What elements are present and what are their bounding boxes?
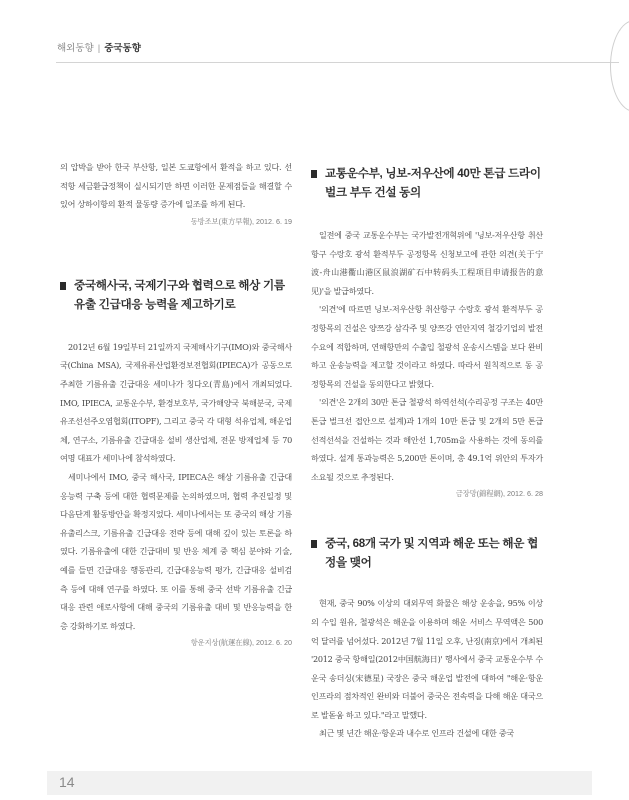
article-heading-ningbo <box>311 164 543 202</box>
section-label <box>57 40 141 54</box>
decorative-curve <box>610 20 629 112</box>
article-paragraph: '의견'에 따르면 닝보-저우산항 취산항구 수랑호 광석 환적부두 공정항목의 건설은 양쯔강 삼각주 및 양쯔강 연안지역 철강기업의 발전수요에 적합하며, 연해항만의 수출입 철광석 운송시스템을 보다 완비하고 운송능력을 제고할 것이라고 하였다. 따라서 원칙적으로 동 공정항목의 건설을 동의한다고 밝혔다. <box>311 304 543 389</box>
heading-bullet-icon <box>60 282 66 290</box>
article-source: 항운지상(航運在線), 2012. 6. 20 <box>190 638 292 648</box>
article-source: 금장망(錦程網), 2012. 6. 28 <box>455 489 543 499</box>
article-title: 중국해사국, 국제기구와 협력으로 해상 기름유출 긴급대응 능력을 제고하기로 <box>74 278 285 311</box>
right-column <box>311 158 543 743</box>
article-title: 중국, 68개 국가 및 지역과 해운 또는 해운 협정을 맺어 <box>325 537 538 570</box>
page-number: 14 <box>59 774 75 790</box>
article-title: 교통운수부, 닝보-저우산에 40만 톤급 드라이벌크 부두 건설 동의 <box>325 167 541 199</box>
footer-bar <box>47 771 592 795</box>
continuation-paragraph: 의 압박을 받아 한국 부산항, 일본 도쿄항에서 환적을 하고 있다. 선적항 세금환급정책이 실시되기만 하면 이러한 문제점들을 해결할 수 있어 상하이항의 환적 물동량 증가에 일조를 하게 된다. <box>60 162 292 210</box>
section-name: 해외동향 <box>57 43 94 54</box>
heading-bullet-icon <box>311 170 317 178</box>
article-heading-oil-spill <box>60 276 292 314</box>
page-header <box>0 0 629 80</box>
article-paragraph: 세미나에서 IMO, 중국 해사국, IPIECA은 해상 기름유출 긴급대응능력 구축 등에 대한 협력문제를 논의하였으며, 협력 추진일정 및 다음단계 활동방안을 확정지었다. 세미나에서는 또 중국의 해상 기름유출리스크, 기름유출 긴급대응 전략 등에 대해 깊이 있는 토론을 하였다. 기름유출에 대한 긴급대비 및 반응 체계 중 핵심 분야와 기술, 예를 들면 긴급대응 행동관리, 긴급대응능력 평가, 긴급대응 설비검측 등에 대해 연구를 하였다. 또 이를 통해 중국 선박 기름유출 긴급대응 관련 애로사항에 대해 중국의 기름유출 대비 및 반응능력을 한층 강화하기로 하였다. <box>60 471 292 631</box>
article-heading-shipping-agreements <box>311 534 543 572</box>
category-name: 중국동향 <box>104 43 141 54</box>
left-column <box>60 158 292 649</box>
article-paragraph: '의견'은 2개의 30만 톤급 철광석 하역선석(수리공정 구조는 40만 톤급 벌크선 접안으로 설계)과 1개의 10만 톤급 및 2개의 5만 톤급 선적선석을 건설하는 것과 해안선 1,705m을 사용하는 것에 동의를 하였다. 설계 통과능력은 5,200만 톤이며, 총 49.1억 위안의 투자가 소요될 것으로 추정된다. <box>311 397 543 482</box>
section-separator: | <box>97 43 101 54</box>
article-paragraph: 최근 몇 년간 해운·항운과 내수로 인프라 건설에 대한 중국 <box>319 728 514 739</box>
header-rule <box>56 62 619 63</box>
article-paragraph: 2012년 6월 19일부터 21일까지 국제해사기구(IMO)와 중국해사국(China MSA), 국제유류산업환경보전협회(IPIECA)가 공동으로 주최한 기름유출 긴급대응 세미나가 칭다오(青島)에서 개최되었다. IMO, IPIECA, 교통운수부, 환경보호부, 국가해양국 북해분국, 국제유조선선주오염협회(ITOPF), 그리고 중국 각 대형 석유업체, 해운업체, 연구소, 기름유출 긴급대응 설비 생산업체, 전문 방제업체 등 70여명 대표가 세미나에 참석하였다. <box>60 341 292 464</box>
article-paragraph: 현재, 중국 90% 이상의 대외무역 화물은 해상 운송을, 95% 이상의 수입 원유, 철광석은 해운을 이용하며 해운 서비스 무역액은 500억 달러를 넘어섰다. 2012년 7월 11일 오후, 난징(南京)에서 개최된 '2012 중국 항해일(2012中国航海日)' 행사에서 중국 교통운수부 수운국 송더싱(宋德星) 국장은 중국 해운업 발전에 대하여 "해운·항운 인프라의 점차적인 완비와 더불어 중국은 전속력을 다해 해운 대국으로 발돋움 하고 있다."라고 말했다. <box>311 598 543 720</box>
heading-bullet-icon <box>311 540 317 548</box>
article-paragraph: 일전에 중국 교통운수부는 국가발전개혁위에 '닝보-저우산항 취산항구 수랑호 광석 환적부두 공정항목 신청보고에 관한 의견(关于宁波-舟山港衢山港区鼠浪湖矿石中转码头工程项目申请报告的意见)'을 발급하였다. <box>311 230 543 296</box>
continuation-source: 동방조보(東方早報), 2012. 6. 19 <box>190 216 292 226</box>
